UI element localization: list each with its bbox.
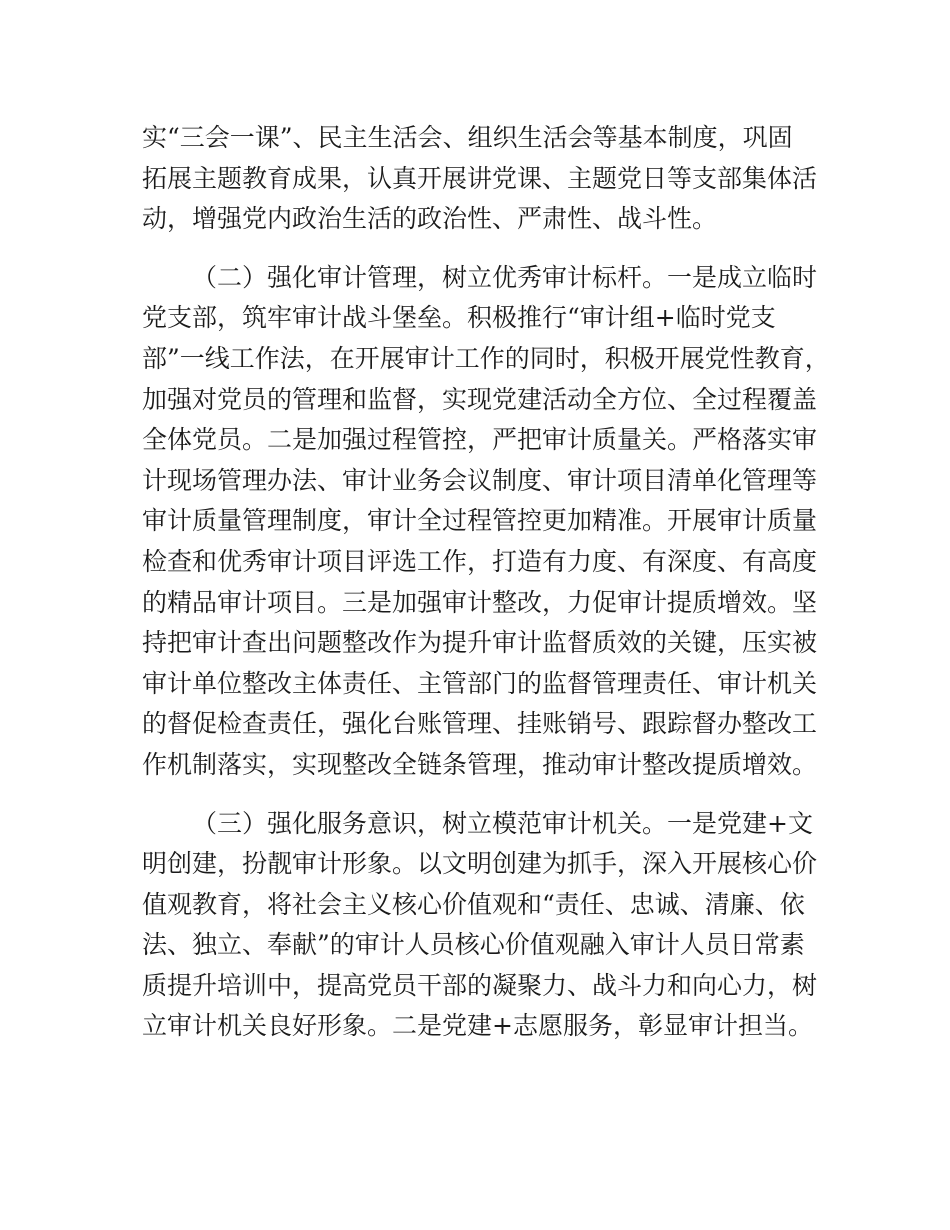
text-line: 的精品审计项目。三是加强审计整改，力促审计提质增效。坚 xyxy=(142,587,818,617)
paragraph-1 xyxy=(142,118,822,240)
text-line: 的督促检查责任，强化台账管理、挂账销号、跟踪督办整改工 xyxy=(142,709,818,739)
text-line: 持把审计查出问题整改作为提升审计监督质效的关键，压实被 xyxy=(142,628,818,658)
section-heading-line: （三）强化服务意识，树立模范审计机关。一是党建+文 xyxy=(192,808,813,838)
text-line: 党支部，筑牢审计战斗堡垒。积极推行“审计组+临时党支 xyxy=(142,303,776,333)
text-line: 加强对党员的管理和监督，实现党建活动全方位、全过程覆盖 xyxy=(142,384,818,414)
text-line: 值观教育，将社会主义核心价值观和“责任、忠诚、清廉、依 xyxy=(142,889,805,919)
text-line: 动，增强党内政治生活的政治性、严肃性、战斗性。 xyxy=(142,204,718,234)
section-heading-line: （二）强化审计管理，树立优秀审计标杆。一是成立临时 xyxy=(192,262,818,292)
text-line: 质提升培训中，提高党员干部的凝聚力、战斗力和向心力，树 xyxy=(142,970,818,1000)
text-line: 立审计机关良好形象。二是党建+志愿服务，彰显审计担当。 xyxy=(142,1011,813,1041)
text-line: 明创建，扮靓审计形象。以文明创建为抓手，深入开展核心价 xyxy=(142,849,818,879)
text-line: 部”一线工作法，在开展审计工作的同时，积极开展党性教育， xyxy=(142,343,830,373)
paragraph-spacer xyxy=(142,786,822,804)
paragraph-3 xyxy=(142,804,822,1048)
paragraph-spacer xyxy=(142,240,822,258)
text-line: 作机制落实，实现整改全链条管理，推动审计整改提质增效。 xyxy=(142,749,818,779)
text-line: 审计质量管理制度，审计全过程管控更加精准。开展审计质量 xyxy=(142,506,818,536)
paragraph-2 xyxy=(142,258,830,786)
document-body xyxy=(142,118,830,1047)
text-line: 法、独立、奉献”的审计人员核心价值观融入审计人员日常素 xyxy=(142,930,805,960)
text-line: 计现场管理办法、审计业务会议制度、审计项目清单化管理等 xyxy=(142,465,818,495)
text-line: 实“三会一课”、民主生活会、组织生活会等基本制度，巩固 xyxy=(142,123,793,152)
text-line: 检查和优秀审计项目评选工作，打造有力度、有深度、有高度 xyxy=(142,546,818,576)
text-line: 拓展主题教育成果，认真开展讲党课、主题党日等支部集体活 xyxy=(142,163,818,193)
text-line: 审计单位整改主体责任、主管部门的监督管理责任、审计机关 xyxy=(142,668,818,698)
text-line: 全体党员。二是加强过程管控，严把审计质量关。严格落实审 xyxy=(142,425,818,455)
